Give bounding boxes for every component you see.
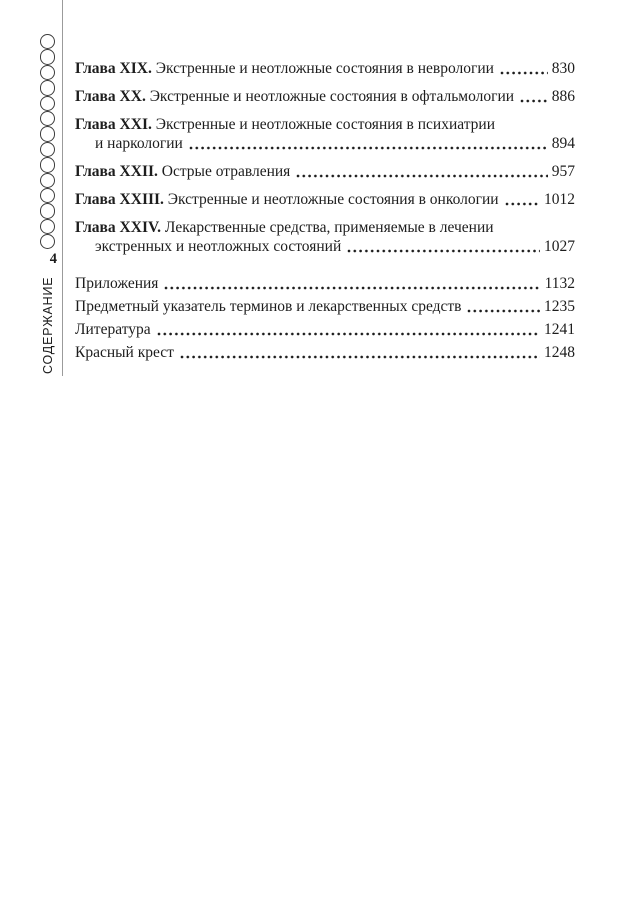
dot-leader [500,71,548,75]
chapter-title: Острые отравления [161,163,291,180]
dot-leader [189,146,548,150]
section-page-number: 1132 [544,275,575,292]
binding-hole-icon [40,65,55,80]
binding-hole-icon [40,157,55,172]
dot-leader [180,355,540,359]
toc-entry [75,115,575,153]
chapter-title: Экстренные и неотложные состояния в онкологии [167,191,499,208]
chapter-title: Экстренные и неотложные состояния в офтальмологии [149,88,515,105]
dot-leader [296,174,547,178]
toc-entry [75,218,575,256]
page-number-folio: 4 [49,251,57,267]
contents-sidebar-label: СОДЕРЖАНИЕ [41,276,55,374]
section-page-number: 1241 [544,321,575,338]
section-title: Предметный указатель терминов и лекарственных средств [75,298,462,315]
binding-hole-icon [40,96,55,111]
chapter-page-number: 886 [551,88,575,105]
chapter-prefix: Глава XXII. [75,163,158,180]
binding-hole-icon [40,188,55,203]
spine-rule [62,0,63,376]
dot-leader [347,249,540,253]
chapter-title: Экстренные и неотложные состояния в неврологии [155,60,494,77]
binding-hole-icon [40,173,55,188]
chapter-page-number: 1012 [544,191,575,208]
binding-hole-icon [40,219,55,234]
binding-hole-icon [40,49,55,64]
section-page-number: 1248 [544,344,575,361]
dot-leader [467,309,540,313]
chapter-page-number: 1027 [544,238,575,255]
section-title: Литература [75,321,151,338]
toc-entry [75,87,575,106]
section-title: Приложения [75,275,159,292]
chapter-page-number: 894 [551,135,575,152]
toc-entry [75,343,575,362]
chapter-title: Лекарственные средства, применяемые в лечении [164,219,494,236]
chapter-page-number: 957 [551,163,575,180]
binding-hole-icon [40,234,55,249]
toc-entry [75,162,575,181]
toc-entry [75,190,575,209]
section-page-number: 1235 [544,298,575,315]
chapter-prefix: Глава XXIV. [75,219,162,236]
dot-leader [157,332,540,336]
chapter-title-continued: экстренных и неотложных состояний [95,238,342,255]
toc-entry [75,297,575,316]
back-matter-list [75,274,575,362]
toc-entry [75,274,575,293]
chapter-prefix: Глава XXIII. [75,191,164,208]
chapter-prefix: Глава XX. [75,88,146,105]
chapter-title-continued: и наркологии [95,135,183,152]
binding-hole-icon [40,142,55,157]
toc-entry [75,320,575,339]
binding-holes [40,34,55,249]
binding-hole-icon [40,126,55,141]
toc-entry [75,59,575,78]
chapter-prefix: Глава XIX. [75,60,152,77]
table-of-contents [75,59,575,366]
chapter-prefix: Глава XXI. [75,116,152,133]
section-title: Красный крест [75,344,174,361]
binding-hole-icon [40,34,55,49]
binding-hole-icon [40,80,55,95]
chapter-title: Экстренные и неотложные состояния в психиатрии [155,116,496,133]
dot-leader [164,286,540,290]
binding-hole-icon [40,111,55,126]
dot-leader [505,202,540,206]
chapter-page-number: 830 [551,60,575,77]
binding-hole-icon [40,203,55,218]
dot-leader [520,99,548,103]
